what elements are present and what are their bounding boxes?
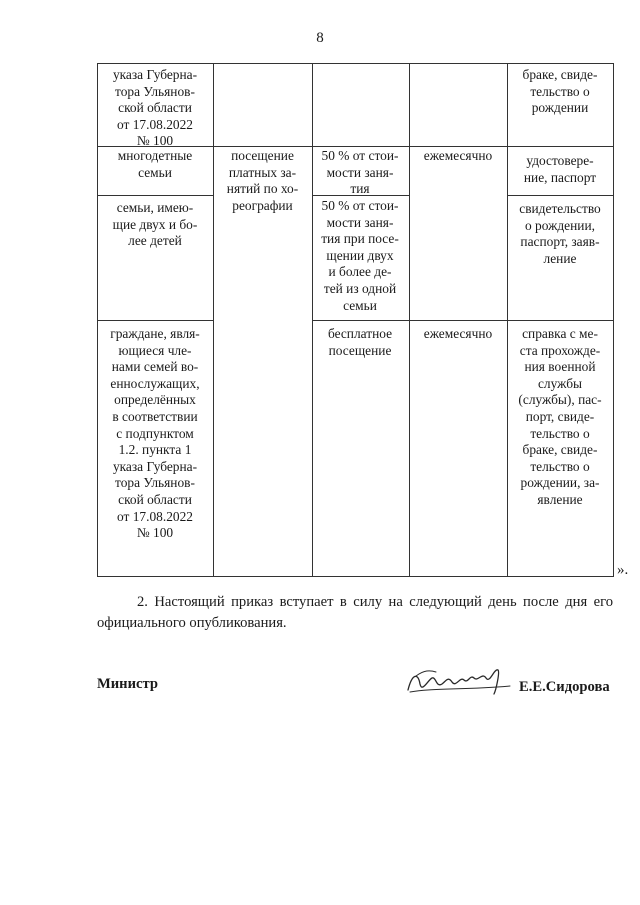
table-cell-documents: свидетельство о рождении, паспорт, заяв- ление [519, 201, 601, 266]
signatory-name: Е.Е.Сидорова [519, 679, 610, 695]
table-cell-discount: 50 % от стои- мости заня- тия [321, 148, 399, 197]
table-cell-discount: 50 % от стои- мости заня- тия при посе- щении двух и более де- тей из одной семьи [321, 198, 399, 313]
row-divider-2c [507, 195, 613, 196]
table-border-top [97, 63, 613, 64]
table-divider-1 [213, 63, 214, 577]
table-cell-category: многодетные семьи [117, 148, 193, 180]
table-border-bottom [97, 576, 613, 577]
table-cell-frequency: ежемесячно [423, 326, 493, 341]
table-border-right [613, 63, 614, 577]
table-cell-documents: браке, свиде- тельство о рождении [522, 67, 598, 116]
handwritten-signature [402, 660, 514, 706]
closing-quote-mark: ». [617, 562, 629, 578]
effective-date-paragraph: 2. Настоящий приказ вступает в силу на следующий день после дня его официального опубликования. [97, 594, 613, 631]
table-cell-category: семьи, имею- щие двух и бо- лее детей [112, 200, 198, 249]
table-cell-activity: посещение платных за- нятий по хо- реографии [226, 148, 299, 213]
page-number: 8 [316, 30, 324, 46]
table-cell-frequency: ежемесячно [423, 148, 493, 163]
benefits-table [97, 63, 613, 577]
row-divider-2a [97, 195, 213, 196]
row-divider-3a [97, 320, 213, 321]
table-cell-documents: удостовере- ние, паспорт [523, 153, 597, 185]
table-cell-documents: справка с ме- ста прохожде- ния военной службы (службы), пас- порт, свиде- тельство о браке, свиде- тельство о рождении, за- явление [518, 326, 602, 507]
row-divider-3b [312, 320, 613, 321]
table-cell-category: граждане, явля- ющиеся чле- нами семей во- еннослужащих, определённых в соответствии с подпунктом 1.2. пункта 1 указа Губерна- тора Ульянов- ской области от 17.08.2022 № 100 [110, 326, 200, 541]
signatory-position: Министр [97, 676, 158, 692]
table-cell-category: указа Губерна- тора Ульянов- ской области от 17.08.2022 № 100 [112, 67, 198, 149]
table-cell-discount: бесплатное посещение [327, 326, 393, 358]
